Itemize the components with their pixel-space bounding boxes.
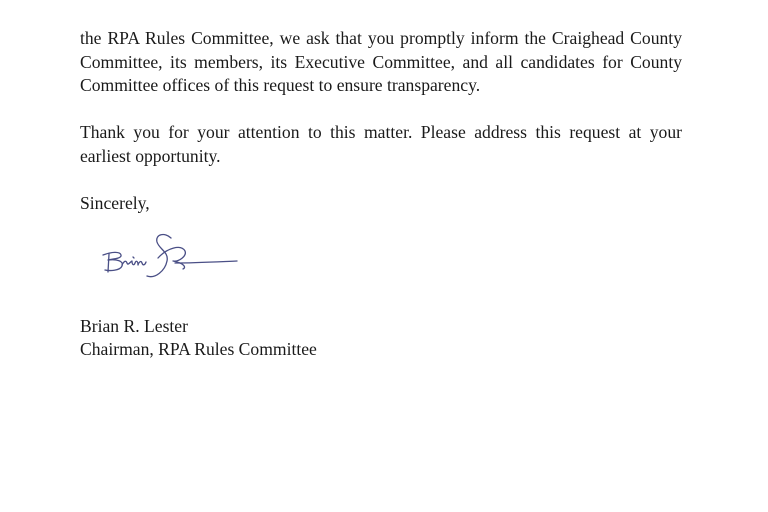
body-paragraph-thanks: Thank you for your attention to this matter. Please address this request at your earliest opportunity. <box>80 122 682 166</box>
signature-block <box>80 315 682 362</box>
handwritten-signature-icon <box>97 228 242 292</box>
signatory-name: Brian R. Lester <box>80 315 188 336</box>
body-paragraph-continuation: the RPA Rules Committee, we ask that you promptly inform the Craighead County Committee, its members, its Executive Committee, and all candidates for County Committee offices of this request to ensure transparency. <box>80 28 682 96</box>
closing-salutation: Sincerely, <box>80 193 150 214</box>
letter-page <box>80 27 682 362</box>
signatory-title: Chairman, RPA Rules Committee <box>80 339 317 360</box>
